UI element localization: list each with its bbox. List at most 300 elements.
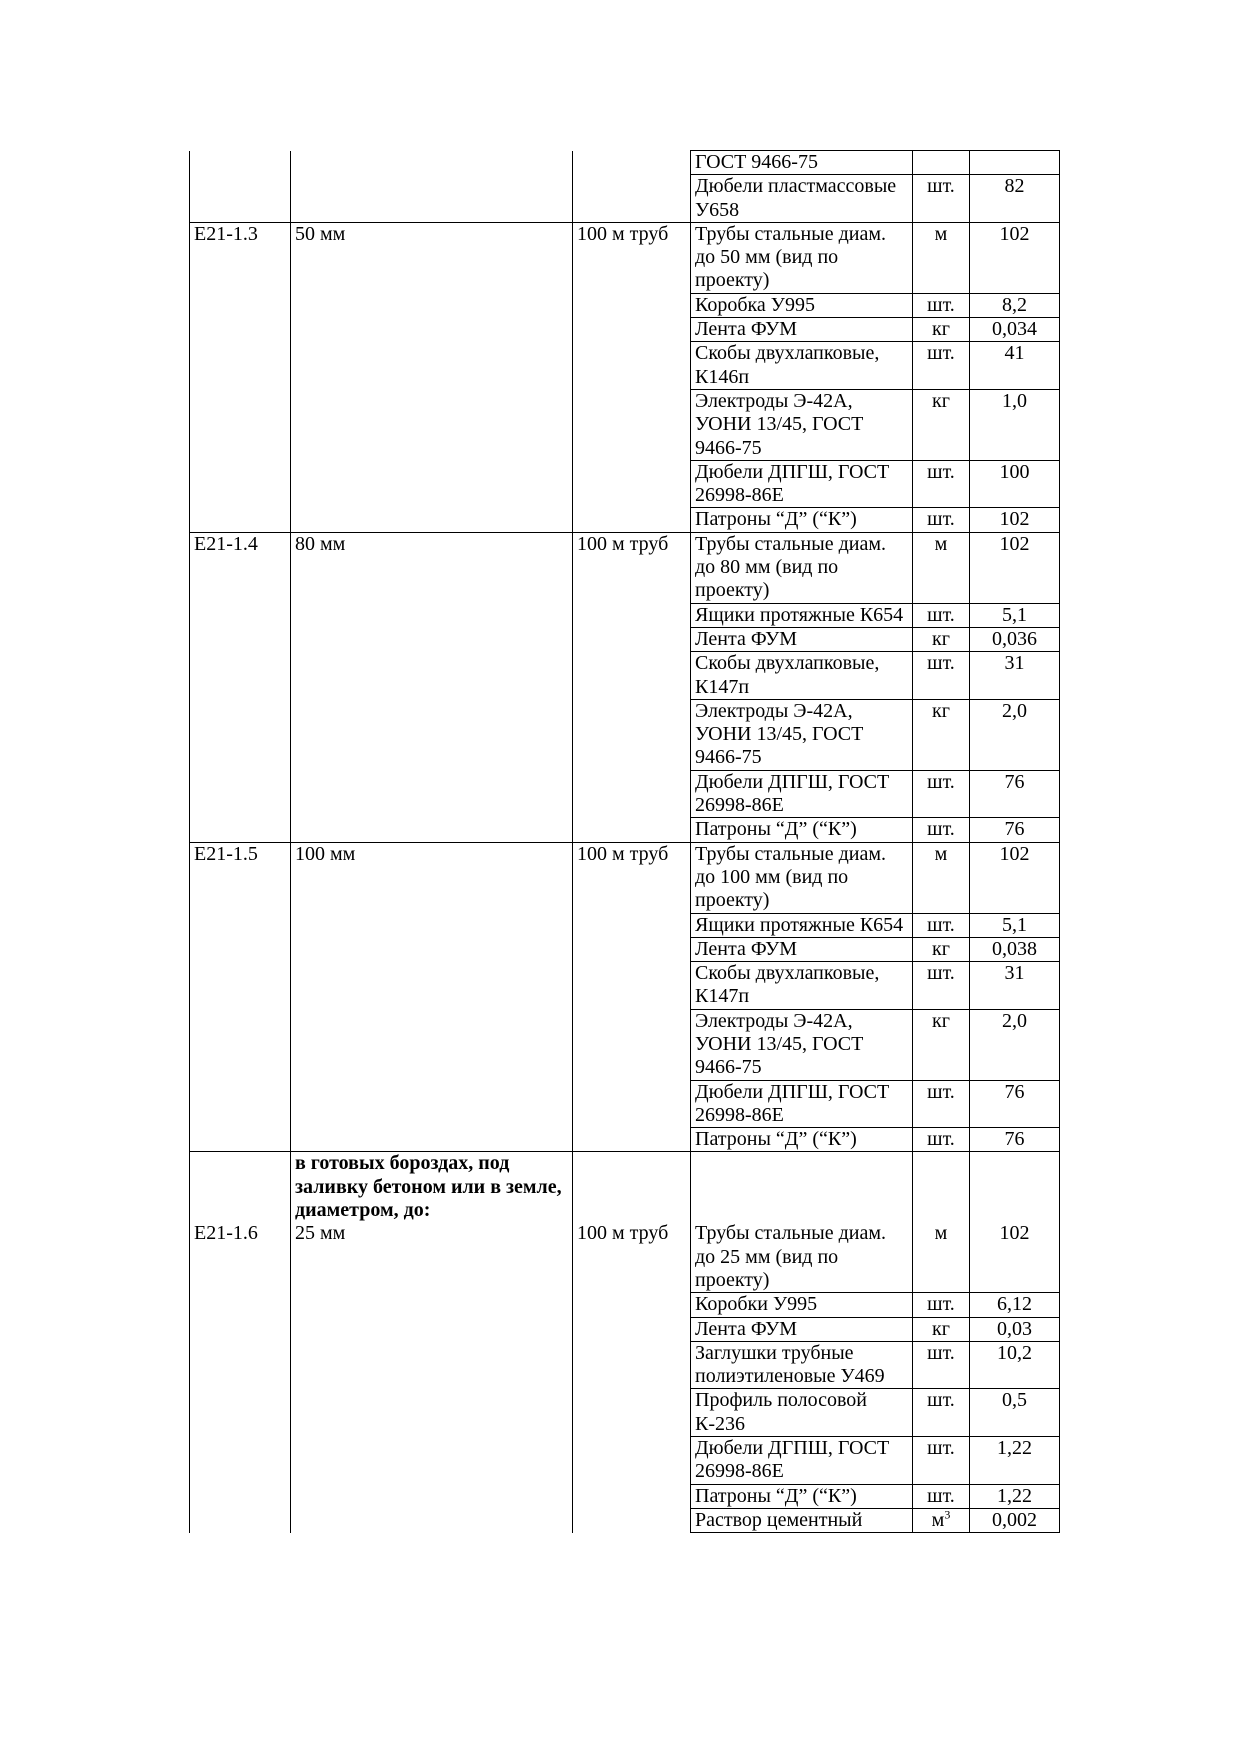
norm-code-cell [190,222,291,293]
table-row [190,818,1060,842]
quantity-cell [970,818,1060,842]
quantity: 82 [1004,175,1025,198]
norm-code-cell [190,1508,291,1532]
material-cell [691,151,913,175]
quantity: 2,0 [1002,1009,1027,1032]
work-description-cell [291,603,573,627]
material-unit: м [934,1222,948,1245]
quantity: 2,0 [1002,699,1027,722]
material-unit-cell [913,652,970,700]
material-cell [691,222,913,293]
work-description-cell [291,1128,573,1152]
work-description-cell [291,1341,573,1389]
work-description: 80 мм [295,532,346,555]
material-cell [691,818,913,842]
quantity-cell [970,293,1060,317]
material-cell [691,603,913,627]
measure-unit-cell [573,913,691,937]
material-unit-cell [913,508,970,532]
material-unit-cell [913,151,970,175]
table-row [190,603,1060,627]
material-unit-cell [913,842,970,913]
quantity-cell [970,1128,1060,1152]
material-cell [691,1152,913,1293]
quantity: 76 [1004,770,1025,793]
measure-unit-cell [573,1508,691,1532]
material-unit: шт. [927,913,955,936]
norm-code-cell [190,962,291,1010]
quantity-cell [970,652,1060,700]
material-unit-cell [913,1080,970,1128]
material-name: Патроны “Д” (“К”) [695,508,857,531]
work-description-cell [291,1508,573,1532]
material-cell [691,1508,913,1532]
table-row [190,770,1060,818]
work-description-cell [291,770,573,818]
table-row [190,508,1060,532]
norm-code-cell [190,1437,291,1485]
norm-code-cell [190,532,291,603]
material-name: Трубы стальные диам. до 50 мм (вид по проекту) [695,222,886,292]
work-description-cell [291,627,573,651]
work-description-cell [291,818,573,842]
material-unit: шт. [927,293,955,316]
norm-code-cell [190,603,291,627]
measure-unit-cell [573,937,691,961]
material-name: Коробка У995 [695,293,815,316]
material-unit-cell [913,1293,970,1317]
measure-unit-cell [573,1080,691,1128]
measure-unit-cell [573,318,691,342]
work-description: 50 мм [295,222,346,245]
quantity-cell [970,1293,1060,1317]
work-description-cell [291,842,573,913]
measure-unit-cell [573,1009,691,1080]
material-unit: кг [932,389,950,412]
table-row [190,699,1060,770]
norm-code-cell [190,1389,291,1437]
quantity-cell [970,151,1060,175]
material-unit-cell [913,318,970,342]
material-cell [691,937,913,961]
quantity-cell [970,1009,1060,1080]
table-row [190,460,1060,508]
quantity-cell [970,937,1060,961]
quantity: 8,2 [1002,293,1027,316]
norm-code-cell [190,1152,291,1293]
material-cell [691,1437,913,1485]
norm-code-cell [190,1317,291,1341]
material-unit-cell [913,460,970,508]
material-name: Трубы стальные диам. до 25 мм (вид по проекту) [695,1222,886,1291]
work-description-cell [291,1152,573,1293]
material-unit-cell [913,1317,970,1341]
material-unit-cell [913,1341,970,1389]
material-name: Заглушки трубные полиэтиленовые У469 [695,1341,885,1388]
material-name: Дюбели ДПГШ, ГОСТ 26998-86Е [695,460,890,507]
material-cell [691,318,913,342]
measure-unit-cell [573,1293,691,1317]
material-name: Лента ФУМ [695,318,798,341]
quantity: 5,1 [1002,913,1027,936]
material-name: Раствор цементный [695,1508,863,1531]
measure-unit-cell [573,151,691,175]
table-row [190,293,1060,317]
work-description-cell [291,151,573,175]
material-unit: кг [932,1317,950,1340]
table-row [190,1009,1060,1080]
section-heading: в готовых бороздах, под заливку бетоном или в земле, диаметром, до: [295,1152,562,1222]
quantity: 1,22 [997,1484,1032,1507]
quantity-cell [970,460,1060,508]
material-unit: шт. [927,175,955,198]
material-cell [691,1080,913,1128]
material-unit-cell [913,293,970,317]
material-unit: кг [932,937,950,960]
norm-code-cell [190,842,291,913]
quantity-cell [970,389,1060,460]
measure-unit-cell [573,1389,691,1437]
measure-unit-cell [573,532,691,603]
material-cell [691,1293,913,1317]
measure-unit-cell [573,842,691,913]
quantity: 1,22 [997,1437,1032,1460]
material-name: Электроды Э-42А, УОНИ 13/45, ГОСТ 9466-75 [695,1009,864,1079]
quantity: 41 [1004,342,1025,365]
material-cell [691,627,913,651]
material-unit: шт. [927,1293,955,1316]
quantity-cell [970,1317,1060,1341]
quantity: 0,002 [992,1508,1037,1531]
material-unit-cell [913,1484,970,1508]
work-description-cell [291,1437,573,1485]
quantity-cell [970,1508,1060,1532]
material-cell [691,293,913,317]
measure-unit-cell [573,1317,691,1341]
measure-unit-cell [573,293,691,317]
measure-unit-cell [573,460,691,508]
material-name: Ящики протяжные К654 [695,603,904,626]
work-description: 100 мм [295,842,356,865]
quantity: 102 [999,532,1030,555]
measure-unit-cell [573,1484,691,1508]
table-row [190,1128,1060,1152]
quantity-cell [970,532,1060,603]
measure-unit: 100 м труб [577,222,669,245]
material-unit: шт. [927,652,955,675]
material-unit-cell [913,1009,970,1080]
material-unit: шт. [927,1484,955,1507]
material-cell [691,842,913,913]
work-description: 25 мм [295,1222,346,1245]
material-unit: шт. [927,818,955,841]
material-name: Дюбели пластмассовые У658 [695,175,897,221]
quantity: 10,2 [997,1341,1032,1364]
measure-unit-cell [573,342,691,390]
table-row [190,1080,1060,1128]
norm-code-cell [190,460,291,508]
quantity-cell [970,1437,1060,1485]
table-row [190,652,1060,700]
material-unit-cell [913,222,970,293]
material-unit: м [934,222,948,245]
material-name: Трубы стальные диам. до 100 мм (вид по проекту) [695,842,886,912]
material-unit-cell [913,937,970,961]
quantity: 0,03 [997,1317,1032,1340]
work-description-cell [291,508,573,532]
measure-unit: 100 м труб [577,532,669,555]
norm-code: E21-1.3 [194,222,258,245]
table-row [190,151,1060,175]
work-description-cell [291,913,573,937]
norm-code-cell [190,175,291,223]
quantity-cell [970,1484,1060,1508]
material-unit-cell [913,1437,970,1485]
quantity-cell [970,913,1060,937]
table-row [190,532,1060,603]
material-name: Дюбели ДПГШ, ГОСТ 26998-86Е [695,770,890,817]
work-description-cell [291,1317,573,1341]
quantity: 0,5 [1002,1389,1027,1412]
material-unit: шт. [927,460,955,483]
material-name: Лента ФУМ [695,1317,798,1340]
measure-unit-cell [573,508,691,532]
material-unit-cell [913,389,970,460]
material-unit-cell [913,175,970,223]
quantity-cell [970,342,1060,390]
quantity-cell [970,699,1060,770]
quantity-cell [970,842,1060,913]
work-description-cell [291,1009,573,1080]
material-name: ГОСТ 9466-75 [695,151,818,173]
material-cell [691,1128,913,1152]
quantity: 100 [999,460,1030,483]
material-unit-cell [913,818,970,842]
material-cell [691,962,913,1010]
norm-code-cell [190,1009,291,1080]
material-name: Электроды Э-42А, УОНИ 13/45, ГОСТ 9466-75 [695,699,864,769]
norm-code-cell [190,699,291,770]
norm-code-cell [190,1341,291,1389]
material-unit: шт. [927,1389,955,1412]
material-name: Электроды Э-42А, УОНИ 13/45, ГОСТ 9466-75 [695,389,864,459]
table-row [190,913,1060,937]
norm-code-cell [190,1128,291,1152]
table-row [190,1508,1060,1532]
material-unit-cell [913,770,970,818]
table-row [190,962,1060,1010]
quantity-cell [970,603,1060,627]
work-description-cell [291,652,573,700]
measure-unit-cell [573,1437,691,1485]
norms-table [189,150,1060,1533]
table-row [190,1293,1060,1317]
material-cell [691,342,913,390]
material-unit: шт. [927,342,955,365]
table-row [190,1484,1060,1508]
table-row [190,842,1060,913]
measure-unit-cell [573,962,691,1010]
quantity: 76 [1004,1080,1025,1103]
material-unit: кг [932,318,950,341]
work-description-cell [291,342,573,390]
work-description-cell [291,1293,573,1317]
table-row [190,1389,1060,1437]
measure-unit-cell [573,699,691,770]
material-unit-cell [913,962,970,1010]
material-unit: м [931,1508,945,1531]
material-cell [691,1484,913,1508]
material-unit: шт. [927,1128,955,1151]
norm-code-cell [190,151,291,175]
table-row [190,318,1060,342]
material-name: Трубы стальные диам. до 80 мм (вид по проекту) [695,532,886,602]
norm-code-cell [190,913,291,937]
material-unit-cell [913,627,970,651]
material-cell [691,175,913,223]
material-name: Лента ФУМ [695,937,798,960]
quantity-cell [970,508,1060,532]
material-unit: кг [932,627,950,650]
material-cell [691,770,913,818]
material-unit: шт. [927,962,955,985]
material-unit-cell [913,1508,970,1532]
quantity: 31 [1004,962,1025,985]
measure-unit-cell [573,652,691,700]
norm-code-cell [190,342,291,390]
norm-code-cell [190,818,291,842]
material-unit: шт. [927,508,955,531]
material-unit: шт. [927,1080,955,1103]
measure-unit-cell [573,389,691,460]
material-name: Скобы двухлапковые, К146п [695,342,880,388]
material-unit-cell [913,342,970,390]
work-description-cell [291,293,573,317]
quantity-cell [970,175,1060,223]
material-cell [691,913,913,937]
material-cell [691,532,913,603]
quantity: 31 [1004,652,1025,675]
norm-code-cell [190,389,291,460]
material-name: Скобы двухлапковые, К147п [695,962,880,1008]
material-name: Лента ФУМ [695,627,798,650]
material-unit-cell [913,1128,970,1152]
measure-unit-cell [573,1128,691,1152]
quantity: 6,12 [997,1293,1032,1316]
material-name: Коробки У995 [695,1293,818,1316]
material-unit: м [934,532,948,555]
quantity: 102 [999,1222,1030,1245]
work-description-cell [291,389,573,460]
material-unit-cell [913,913,970,937]
norm-code-cell [190,508,291,532]
norm-code-cell [190,627,291,651]
table-row [190,937,1060,961]
material-cell [691,652,913,700]
table-row [190,1317,1060,1341]
quantity: 102 [999,842,1030,865]
quantity-cell [970,318,1060,342]
material-unit: кг [932,1009,950,1032]
material-unit-cell [913,603,970,627]
quantity-cell [970,962,1060,1010]
material-unit-cell [913,1152,970,1293]
quantity: 76 [1004,1128,1025,1151]
material-unit: кг [932,699,950,722]
quantity-cell [970,627,1060,651]
material-name: Патроны “Д” (“К”) [695,1128,857,1151]
quantity: 0,038 [992,937,1037,960]
unit-exponent: 3 [944,1508,951,1522]
norm-code: E21-1.6 [194,1222,258,1245]
measure-unit-cell [573,1341,691,1389]
work-description-cell [291,1080,573,1128]
material-cell [691,508,913,532]
material-cell [691,1389,913,1437]
work-description-cell [291,1389,573,1437]
material-unit: шт. [927,1437,955,1460]
quantity-cell [970,1341,1060,1389]
material-unit-cell [913,699,970,770]
material-cell [691,1009,913,1080]
work-description-cell [291,175,573,223]
material-name: Профиль полосовой К-236 [695,1389,868,1435]
norm-code-cell [190,1293,291,1317]
quantity: 5,1 [1002,603,1027,626]
material-unit-cell [913,1389,970,1437]
table-row [190,627,1060,651]
work-description-cell [291,1484,573,1508]
table-row [190,1437,1060,1485]
work-description-cell [291,532,573,603]
norm-code-cell [190,652,291,700]
work-description-cell [291,222,573,293]
work-description-cell [291,937,573,961]
measure-unit-cell [573,1152,691,1293]
norm-code: E21-1.4 [194,532,258,555]
table-row [190,389,1060,460]
measure-unit-cell [573,603,691,627]
table-row [190,175,1060,223]
work-description-cell [291,699,573,770]
norm-code: E21-1.5 [194,842,258,865]
work-description-cell [291,962,573,1010]
quantity-cell [970,222,1060,293]
table-row [190,1152,1060,1293]
measure-unit-cell [573,770,691,818]
material-unit: шт. [927,603,955,626]
measure-unit: 100 м труб [577,842,669,865]
material-cell [691,699,913,770]
quantity-cell [970,770,1060,818]
table-row [190,342,1060,390]
material-unit: шт. [927,1341,955,1364]
material-name: Патроны “Д” (“К”) [695,1484,857,1507]
material-name: Дюбели ДГПШ, ГОСТ 26998-86Е [695,1437,890,1483]
material-name: Ящики протяжные К654 [695,913,904,936]
quantity: 0,034 [992,318,1037,341]
table-row [190,1341,1060,1389]
measure-unit-cell [573,222,691,293]
material-name: Дюбели ДПГШ, ГОСТ 26998-86Е [695,1080,890,1126]
norm-code-cell [190,318,291,342]
material-cell [691,460,913,508]
work-description-cell [291,318,573,342]
material-unit: шт. [927,770,955,793]
quantity: 0,036 [992,627,1037,650]
measure-unit: 100 м труб [577,1222,669,1245]
norms-table-body [190,151,1060,1533]
